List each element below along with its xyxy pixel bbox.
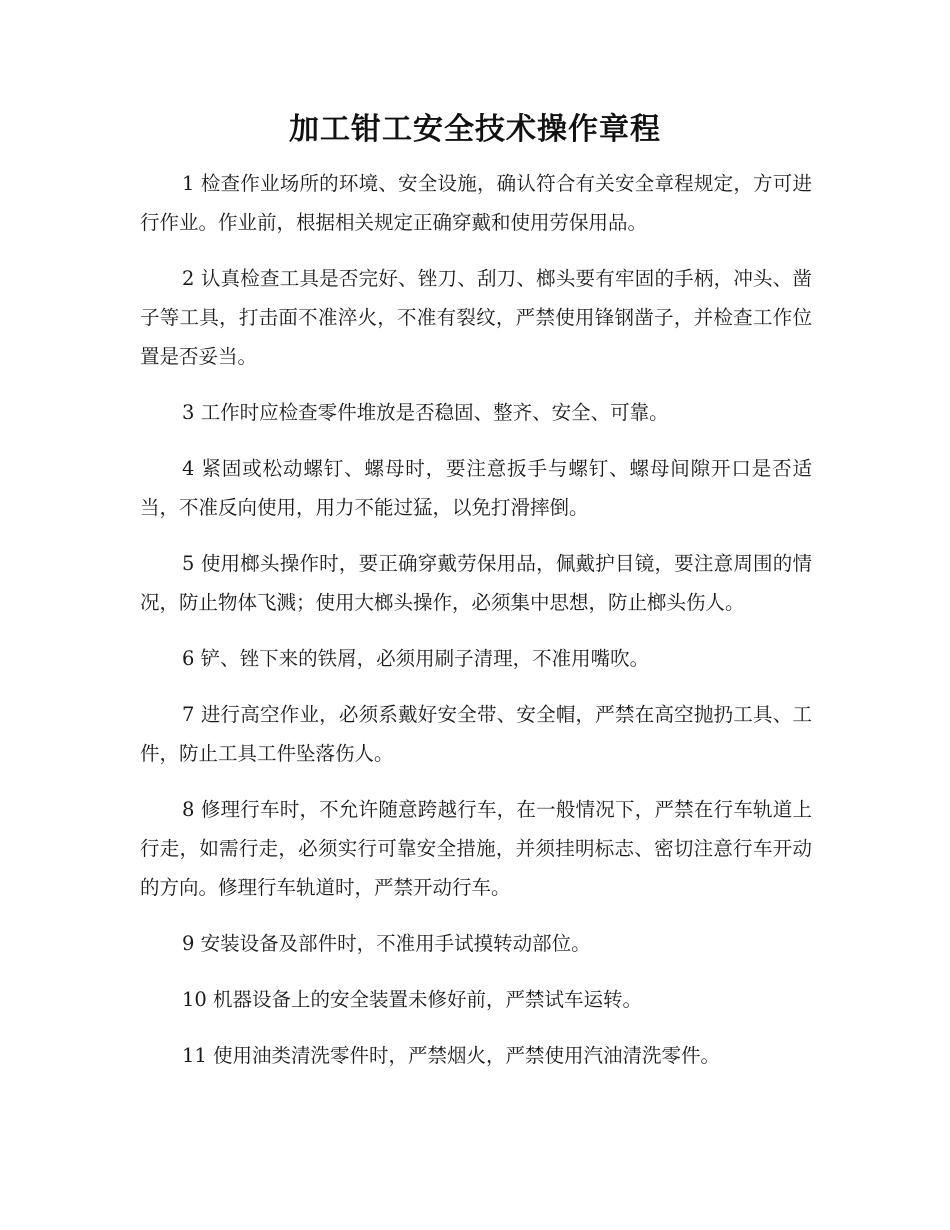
paragraph-7: 7 进行高空作业，必须系戴好安全带、安全帽，严禁在高空抛扔工具、工件，防止工具工件坠落伤人。: [140, 703, 812, 765]
paragraph-2: 2 认真检查工具是否完好、锉刀、刮刀、榔头要有牢固的手柄，冲头、凿子等工具，打击面不准淬火，不准有裂纹，严禁使用锋钢凿子，并检查工作位置是否妥当。: [140, 267, 812, 368]
document-body: [140, 164, 812, 1092]
document-title: 加工钳工安全技术操作章程: [289, 112, 661, 147]
paragraph-8: 8 修理行车时，不允许随意跨越行车，在一般情况下，严禁在行车轨道上行走，如需行走，必须实行可靠安全措施，并须挂明标志、密切注意行车开动的方向。修理行车轨道时，严禁开动行车。: [140, 798, 812, 899]
paragraph-11: 11 使用油类清洗零件时，严禁烟火，严禁使用汽油清洗零件。: [182, 1044, 721, 1067]
paragraph-6: 6 铲、锉下来的铁屑，必须用刷子清理，不准用嘴吹。: [182, 647, 650, 670]
paragraph-5: 5 使用榔头操作时，要正确穿戴劳保用品，佩戴护目镜，要注意周围的情况，防止物体飞溅；使用大榔头操作，必须集中思想，防止榔头伤人。: [140, 552, 812, 614]
paragraph-1: 1 检查作业场所的环境、安全设施，确认符合有关安全章程规定，方可进行作业。作业前，根据相关规定正确穿戴和使用劳保用品。: [140, 172, 812, 234]
paragraph-3: 3 工作时应检查零件堆放是否稳固、整齐、安全、可靠。: [182, 401, 669, 424]
paragraph-4: 4 紧固或松动螺钉、螺母时，要注意扳手与螺钉、螺母间隙开口是否适当，不准反向使用，用力不能过猛，以免打滑摔倒。: [140, 457, 812, 519]
paragraph-9: 9 安装设备及部件时，不准用手试摸转动部位。: [182, 932, 591, 955]
paragraph-10: 10 机器设备上的安全装置未修好前，严禁试车运转。: [182, 988, 643, 1011]
